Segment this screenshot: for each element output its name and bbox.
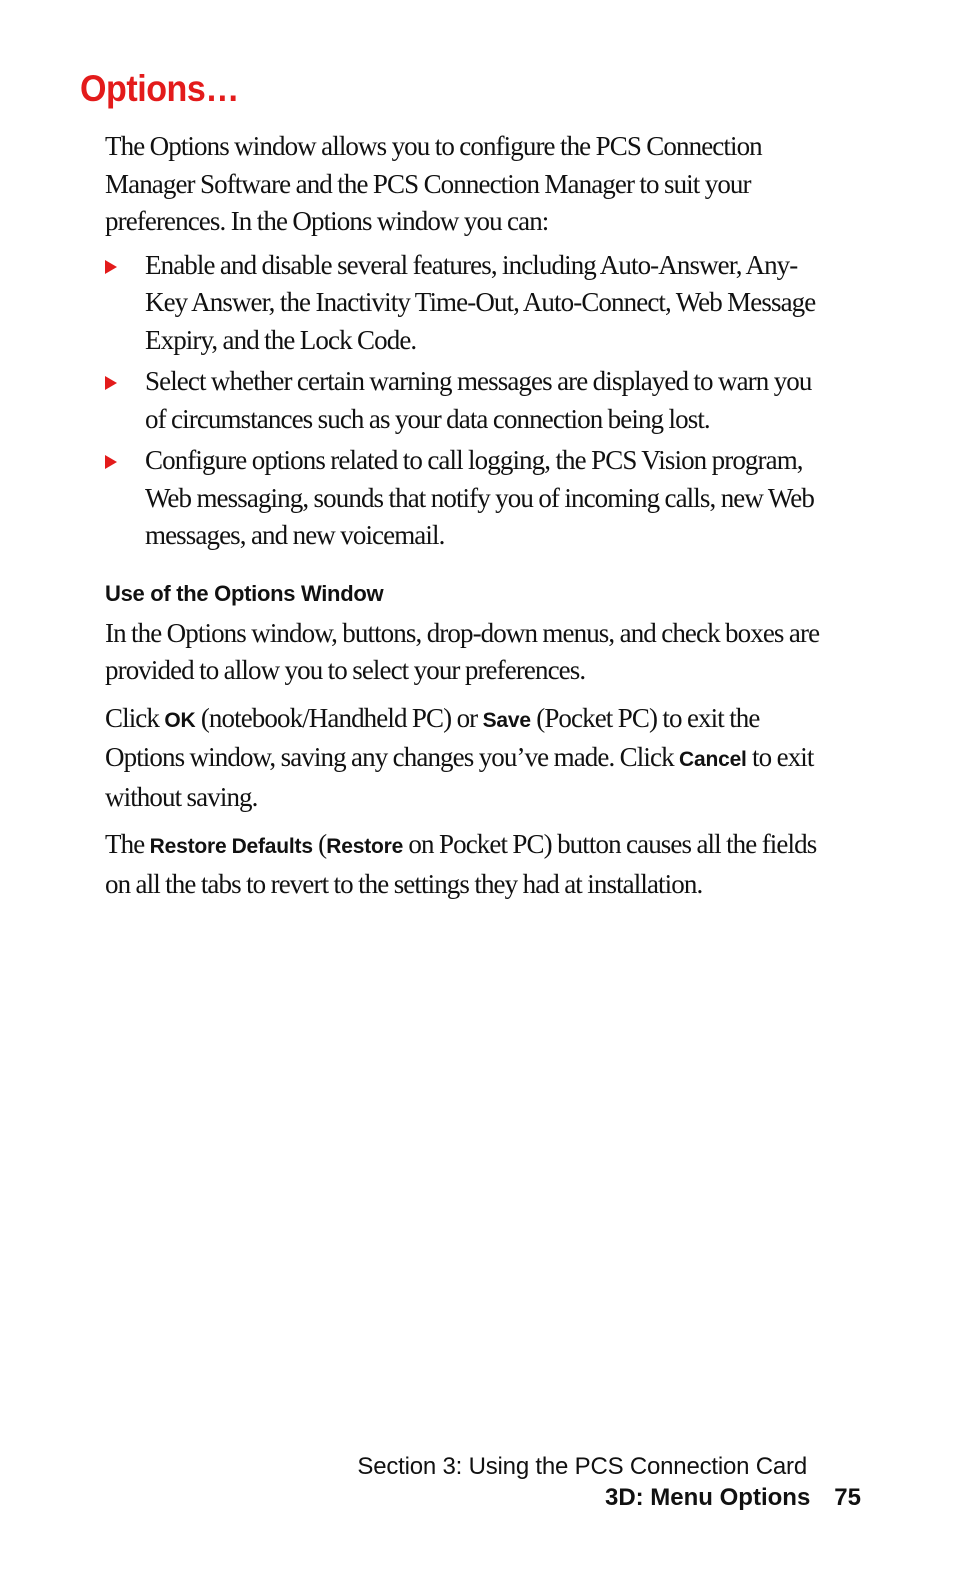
restore-defaults-button-label: Restore Defaults (149, 835, 313, 858)
text-run: ( (312, 829, 327, 859)
text-run: on Pocket PC) button causes all the fields on all the tabs to revert to the settings they had at installation. (105, 829, 817, 899)
text-run: to exit without saving. (105, 742, 814, 812)
list-item (105, 247, 835, 360)
footer-chapter: 3D: Menu Options (604, 1484, 811, 1511)
list-item (105, 442, 835, 555)
intro-paragraph: The Options window allows you to configure the PCS Connection Manager Software and the PCS Connection Manager to suit your preferences. In the Options window you can: (105, 131, 762, 236)
text-run: The (105, 829, 150, 859)
text-run: Click (105, 702, 165, 733)
list-item-text: Enable and disable several features, including Auto-Answer, Any-Key Answer, the Inactivity Time-Out, Auto-Connect, Web Message Expiry, and the Lock Code. (145, 249, 816, 355)
ok-button-label: OK (164, 708, 196, 732)
save-button-label: Save (482, 708, 531, 732)
restore-button-label: Restore (326, 835, 404, 858)
text-run: (notebook/Handheld PC) or (195, 702, 483, 733)
cancel-button-label: Cancel (679, 748, 747, 771)
paragraph-restore (105, 826, 835, 903)
triangle-bullet-icon (105, 260, 117, 274)
list-item-text: Select whether certain warning messages are displayed to warn you of circumstances such as your data connection being lost. (145, 366, 812, 434)
triangle-bullet-icon (105, 455, 117, 469)
footer-section-title: Section 3: Using the PCS Connection Card (357, 1453, 807, 1480)
triangle-bullet-icon (105, 376, 117, 390)
paragraph-exit (105, 700, 835, 817)
section-subheading: Use of the Options Window (105, 580, 384, 606)
main-content (105, 128, 835, 913)
paragraph-controls: In the Options window, buttons, drop-down menus, and check boxes are provided to allow you to select your preferences. (105, 617, 820, 685)
list-item-text: Configure options related to call logging, the PCS Vision program, Web messaging, sounds that notify you of incoming calls, new Web messages, and new voicemail. (145, 445, 814, 550)
page-title: Options… (80, 68, 239, 109)
list-item (105, 363, 835, 438)
text-run: (Pocket PC) to exit the Options window, saving any changes you’ve made. Click (105, 702, 760, 772)
footer-line (605, 1484, 861, 1512)
page-number: 75 (834, 1484, 861, 1511)
feature-list (105, 247, 835, 555)
